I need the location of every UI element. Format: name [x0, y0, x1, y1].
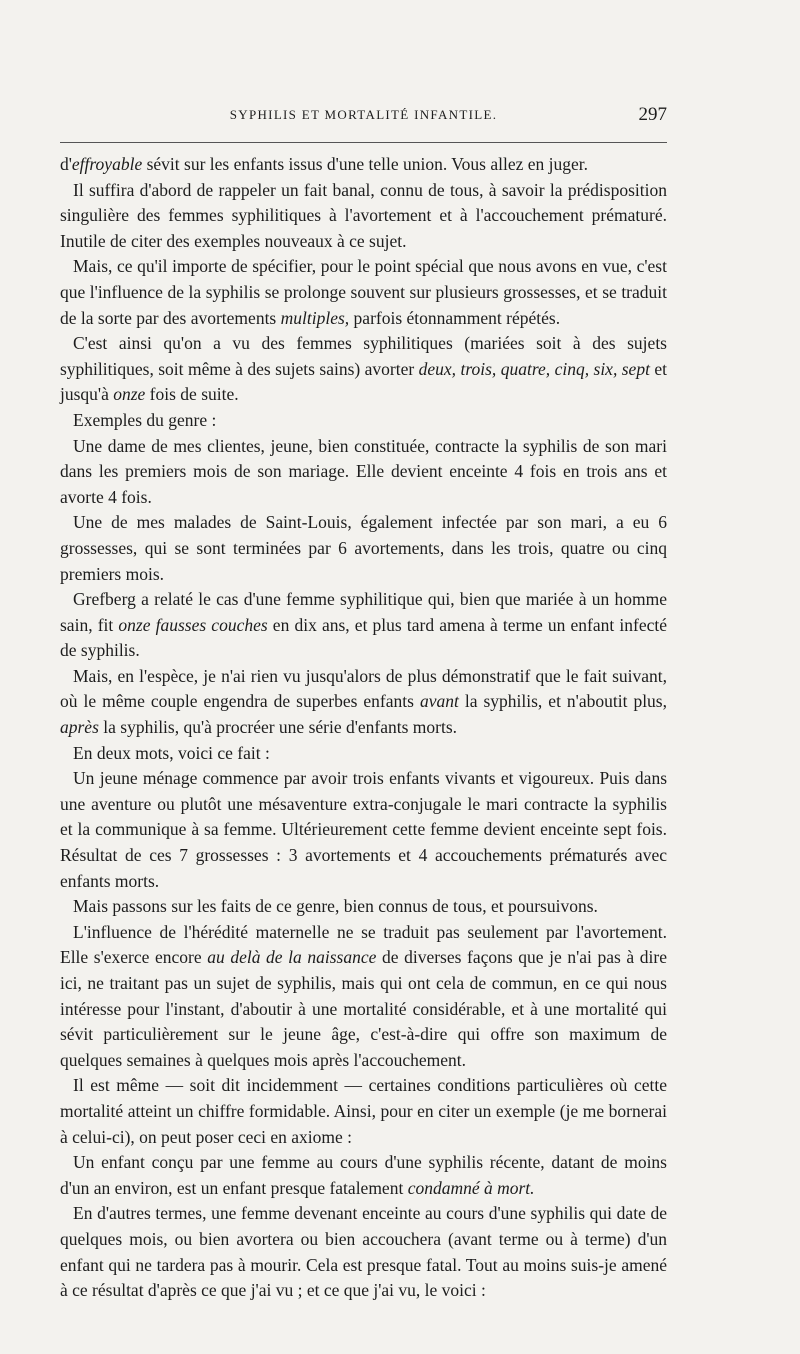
paragraph [60, 894, 667, 920]
paragraph [60, 1073, 667, 1150]
paragraph [60, 152, 667, 178]
paragraph [60, 1201, 667, 1303]
italic-text: avant [419, 691, 459, 712]
italic-text: après [60, 717, 99, 738]
running-title: SYPHILIS ET MORTALITÉ INFANTILE. [229, 107, 498, 122]
paragraph [60, 331, 667, 408]
text-run: Il suffira d'abord de rappeler un fait banal, connu de tous, à savoir la prédisposition singulière des femmes syphilitiques à l'avortement et à l'accouchement prématuré. Inutile de citer des exemples nouveaux à ce sujet. [60, 179, 667, 251]
text-run: Grefberg a relaté le cas d'une femme syphilitique qui, bien que mariée à un homme sain, fit [60, 589, 667, 635]
page-number: 297 [638, 104, 667, 125]
text-run: En d'autres termes, une femme devenant enceinte au cours d'une syphilis qui date de quelques mois, ou bien avortera ou bien accouchera (avant terme ou à terme) d'un enfant qui ne tardera pas à mourir. Cela est presque fatal. Tout au moins suis-je amené à ce résultat d'après ce que j'ai vu ; et ce que j'ai vu, le voici : [60, 1203, 667, 1301]
italic-text: onze [113, 384, 146, 405]
text-run: En deux mots, voici ce fait : [73, 742, 270, 763]
text-run: fois de suite. [145, 384, 239, 405]
text-run: Mais, ce qu'il importe de spécifier, pour le point spécial que nous avons en vue, c'est que l'influence de la syphilis se prolonge souvent sur plusieurs grossesses, et se traduit de la sorte par des avortements [60, 256, 667, 328]
italic-text: condamné à mort. [407, 1177, 535, 1198]
page-header [60, 104, 667, 127]
paragraph [60, 408, 667, 434]
paragraph [60, 920, 667, 1074]
text-run: L'influence de l'hérédité maternelle ne se traduit pas seulement par l'avortement. Elle s'exerce encore [60, 921, 667, 968]
italic-text: deux, trois, quatre, cinq, six, sept [418, 358, 650, 379]
text-run: Un enfant conçu par une femme au cours d'une syphilis récente, datant de moins d'un an environ, est un enfant presque fatalement [60, 1152, 667, 1198]
text-run: Mais, en l'espèce, je n'ai rien vu jusqu'alors de plus démonstratif que le fait suivant, où le même couple engendra de superbes enfants [60, 665, 667, 712]
text-run: Mais passons sur les faits de ce genre, bien connus de tous, et poursuivons. [73, 896, 598, 917]
paragraph [60, 254, 667, 331]
text-run: en dix ans, et plus tard amena à terme un enfant infecté de syphilis. [60, 614, 667, 661]
text-run: la syphilis, qu'à procréer une série d'enfants morts. [98, 717, 458, 738]
paragraph [60, 664, 667, 741]
paragraph [60, 587, 667, 664]
text-run: de diverses façons que je n'ai pas à dire ici, ne traitant pas un sujet de syphilis, mais qui ont cela de commun, en ce qui nous intéresse pour l'instant, d'aboutir à une mortalité considérable, et à une mortalité qui sévit particulièrement sur le jeune âge, c'est-à-dire qui offre son maximum de quelques semaines à quelques mois après l'accouchement. [60, 947, 667, 1070]
text-run: Il est même — soit dit incidemment — certaines conditions particulières où cette mortalité atteint un chiffre formidable. Ainsi, pour en citer un exemple (je me bornerai à celui-ci), on peut poser ceci en axiome : [60, 1075, 667, 1147]
text-run: et jusqu'à [60, 358, 667, 405]
text-run: sévit sur les enfants issus d'une telle union. Vous allez en juger. [142, 154, 588, 174]
text-run: Une de mes malades de Saint-Louis, également infectée par son mari, a eu 6 grossesses, qui se sont terminées par 6 avortements, dans les trois, quatre ou cinq premiers mois. [60, 512, 667, 584]
text-run: la syphilis, et n'aboutit plus, [458, 691, 667, 712]
italic-text: onze fausses couches [118, 614, 268, 635]
paragraph [60, 741, 667, 767]
text-run: C'est ainsi qu'on a vu des femmes syphilitiques (mariées soit à des sujets syphilitiques, soit même à des sujets sains) avorter [60, 333, 667, 379]
header-rule [60, 142, 667, 143]
paragraph [60, 1150, 667, 1201]
text-run: Une dame de mes clientes, jeune, bien constituée, contracte la syphilis de son mari dans les premiers mois de son mariage. Elle devient enceinte 4 fois en trois ans et avorte 4 fois. [60, 435, 667, 507]
text-run: Exemples du genre : [73, 409, 217, 430]
italic-text: effroyable [71, 154, 143, 174]
text-run: d' [60, 154, 72, 174]
paragraph [60, 766, 667, 894]
paragraph [60, 510, 667, 587]
paragraph [60, 178, 667, 255]
body-text [60, 152, 667, 1304]
italic-text: multiples, [280, 307, 350, 328]
text-run: parfois étonnamment répétés. [349, 307, 561, 328]
paragraph [60, 434, 667, 511]
text-run: Un jeune ménage commence par avoir trois enfants vivants et vigoureux. Puis dans une aventure ou plutôt une mésaventure extra-conjugale le mari contracte la syphilis et la communique à sa femme. Ultérieurement cette femme devient enceinte sept fois. Résultat de ces 7 grossesses : 3 avortements et 4 accouchements prématurés avec enfants morts. [60, 768, 667, 891]
italic-text: au delà de la naissance [207, 947, 377, 968]
